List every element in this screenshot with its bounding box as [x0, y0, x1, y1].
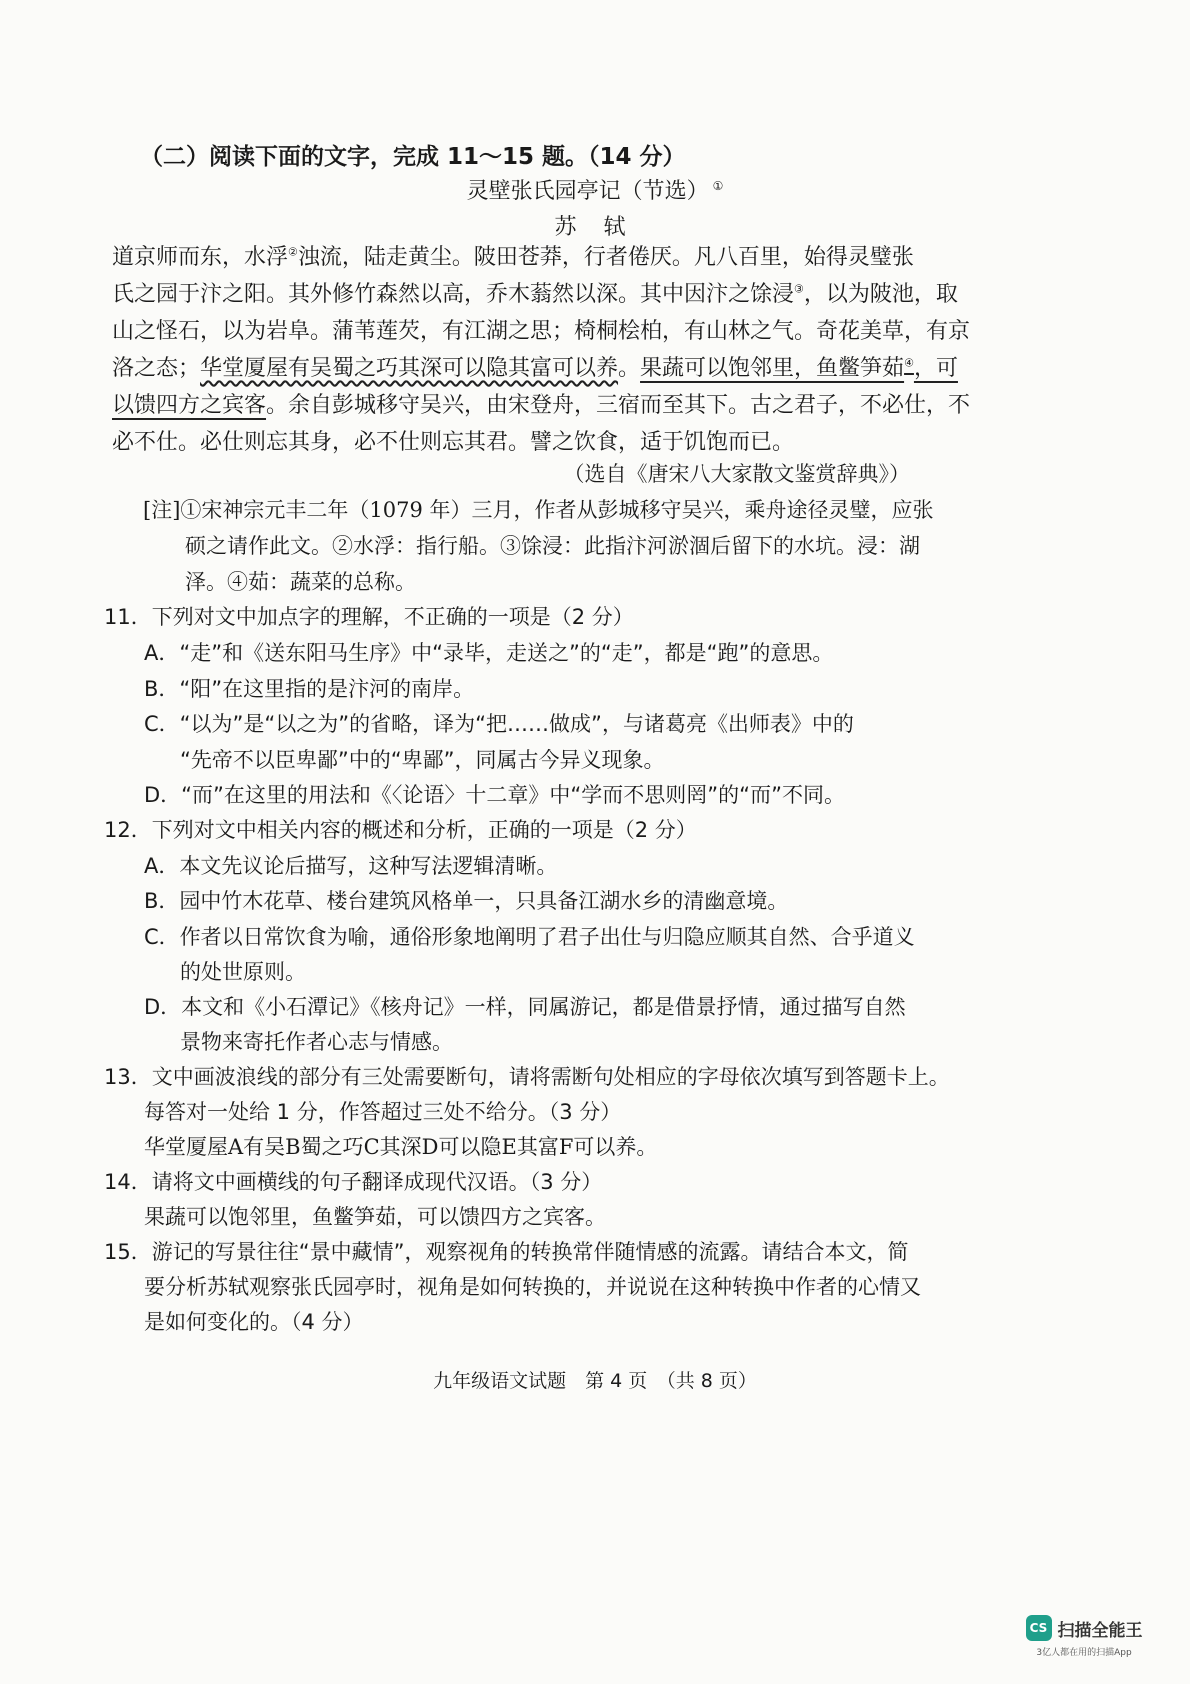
- q15-line-1: 15．游记的写景往往“景中藏情”，观察视角的转换常伴随情感的流露。请结合本文，简: [104, 1240, 909, 1264]
- note-line-3: 泽。④茹：蔬菜的总称。: [185, 570, 416, 594]
- text-span: 。: [618, 356, 641, 381]
- text-span: 洛之态；: [112, 356, 201, 381]
- passage-line-6: 必不仕。必仕则忘其身，必不仕则忘其君。譬之饮食，适于饥饱而已。: [112, 430, 795, 455]
- q13-stem-line-1: 13．文中画波浪线的部分有三处需要断句，请将需断句处相应的字母依次填写到答题卡上。: [104, 1065, 950, 1089]
- passage-line-1: [112, 240, 914, 271]
- note-line-2: 硕之请作此文。②水浮：指行船。③馀浸：此指汴河淤涸后留下的水坑。浸：湖: [185, 534, 920, 558]
- q11-option-a: A．“走”和《送东阳马生序》中“录毕，走送之”的“走”，都是“跑”的意思。: [144, 641, 834, 665]
- title-footnote-marker: ①: [712, 178, 724, 193]
- watermark-name: 扫描全能王: [1057, 1620, 1143, 1641]
- footnote-marker: ④: [904, 356, 914, 370]
- q12-stem: 12．下列对文中相关内容的概述和分析，正确的一项是（2 分）: [104, 818, 697, 842]
- camscanner-logo-icon: CS: [1026, 1615, 1052, 1641]
- q15-line-2: 要分析苏轼观察张氏园亭时，视角是如何转换的，并说说在这种转换中作者的心情又: [144, 1275, 921, 1299]
- q11-stem: 11．下列对文中加点字的理解，不正确的一项是（2 分）: [104, 605, 634, 629]
- q11-option-d: D．“而”在这里的用法和《〈论语〉十二章》中“学而不思则罔”的“而”不同。: [144, 783, 845, 807]
- q14-text: 果蔬可以饱邻里，鱼鳖笋茹，可以馈四方之宾客。: [144, 1205, 606, 1229]
- section-heading: （二）阅读下面的文字，完成 11～15 题。（14 分）: [140, 144, 686, 170]
- q12-option-c-line-1: C．作者以日常饮食为喻，通俗形象地阐明了君子出仕与归隐应顺其自然、合乎道义: [144, 925, 915, 949]
- q12-option-a: A．本文先议论后描写，这种写法逻辑清晰。: [144, 854, 558, 878]
- scanner-watermark: [1014, 1615, 1154, 1658]
- passage-line-4: [112, 351, 958, 382]
- page-footer: 九年级语文试题 第 4 页 （共 8 页）: [433, 1370, 757, 1392]
- q13-stem-line-2: 每答对一处给 1 分，作答超过三处不给分。（3 分）: [144, 1100, 622, 1124]
- wavy-underlined-text: 华堂厦屋有吴蜀之巧其深可以隐其富可以养: [200, 356, 619, 381]
- passage-title: [0, 174, 1190, 205]
- text-span: 氏之园于汴之阳。其外修竹森然以高，乔木蓊然以深。其中因汴之馀浸: [112, 282, 795, 307]
- passage-line-5: [112, 388, 970, 419]
- q11-option-c-line-1: C．“以为”是“以之为”的省略，译为“把……做成”，与诸葛亮《出师表》中的: [144, 712, 854, 736]
- passage-author: 苏 轼: [554, 215, 636, 240]
- passage-title-text: 灵壁张氏园亭记（节选）: [466, 179, 709, 204]
- underlined-sentence-part-3: 以馈四方之宾客: [112, 393, 267, 418]
- q11-option-b: B．“阳”在这里指的是汴河的南岸。: [144, 677, 475, 701]
- note-line-1: [注]①宋神宗元丰二年（1079 年）三月，作者从彭城移守吴兴，乘舟途径灵璧，应张: [143, 498, 934, 522]
- q12-option-d-line-1: D．本文和《小石潭记》《核舟记》一样，同属游记，都是借景抒情，通过描写自然: [144, 995, 906, 1019]
- q11-option-c-line-2: “先帝不以臣卑鄙”中的“卑鄙”，同属古今异义现象。: [180, 748, 665, 772]
- passage-source: （选自《唐宋八大家散文鉴赏辞典》）: [563, 462, 910, 486]
- watermark-tagline: 3亿人都在用的扫描App: [1036, 1648, 1132, 1658]
- text-span: 浊流，陆走黄尘。陂田苍莽，行者倦厌。凡八百里，始得灵璧张: [297, 245, 914, 270]
- q14-stem: 14．请将文中画横线的句子翻译成现代汉语。（3 分）: [104, 1170, 603, 1194]
- passage-line-2: [112, 277, 958, 308]
- footnote-marker: ②: [288, 245, 298, 259]
- q13-text: 华堂厦屋A有吴B蜀之巧C其深D可以隐E其富F可以养。: [144, 1135, 658, 1159]
- underlined-sentence-part-1: 果蔬可以饱邻里，鱼鳖笋茹: [640, 356, 905, 381]
- q12-option-c-line-2: 的处世原则。: [180, 960, 306, 984]
- text-span: 道京师而东，水浮: [112, 245, 289, 270]
- text-span: ，以为陂池，取: [803, 282, 958, 307]
- text-span: 。余自彭城移守吴兴，由宋登舟，三宿而至其下。古之君子，不必仕，不: [266, 393, 971, 418]
- q15-line-3: 是如何变化的。（4 分）: [144, 1310, 364, 1334]
- underlined-sentence-part-2: ，可: [913, 356, 958, 381]
- footnote-marker: ③: [794, 282, 804, 296]
- q12-option-d-line-2: 景物来寄托作者心志与情感。: [180, 1030, 453, 1054]
- passage-line-3: 山之怪石，以为岩阜。蒲苇莲芡，有江湖之思；椅桐桧柏，有山林之气。奇花美草，有京: [112, 319, 971, 344]
- watermark-brand: [1014, 1615, 1154, 1641]
- q12-option-b: B．园中竹木花草、楼台建筑风格单一，只具备江湖水乡的清幽意境。: [144, 889, 789, 913]
